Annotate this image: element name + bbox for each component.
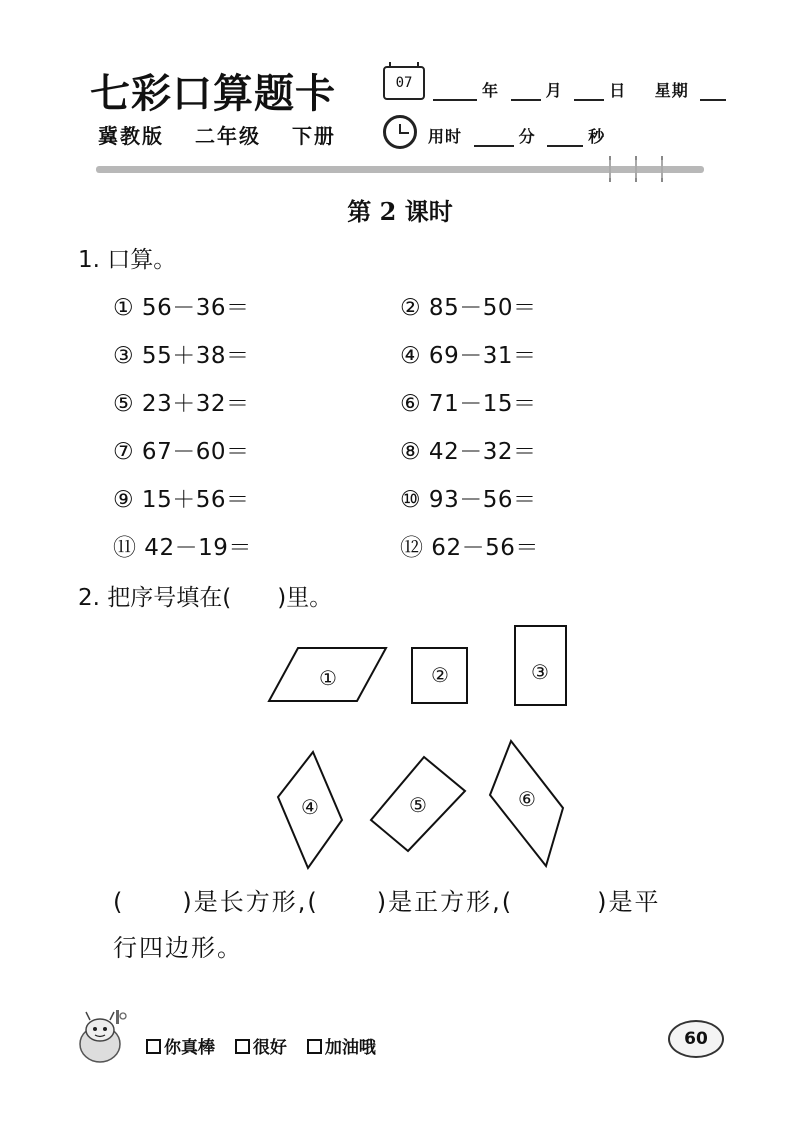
time-used-label: 用时 — [428, 127, 463, 146]
problem-2: ② 85－50＝ — [400, 295, 537, 321]
rating-great-label: 你真棒 — [164, 1038, 215, 1058]
shape-label-5: ⑤ — [409, 793, 427, 817]
rating-good-label: 很好 — [252, 1038, 287, 1058]
answer-sentence-line-2: 行四边形。 — [113, 934, 243, 962]
shape-label-1: ① — [319, 666, 337, 690]
month-label: 月 — [545, 81, 563, 100]
shape-label-2: ② — [431, 663, 449, 687]
answer-sentence — [113, 882, 660, 917]
calendar-icon: 07 — [383, 66, 425, 100]
problem-9: ⑨ 15＋56＝ — [113, 487, 250, 513]
lesson-title: 第 2 课时 — [347, 197, 453, 226]
seconds-label: 秒 — [588, 127, 606, 146]
edition-volume: 下册 — [291, 124, 336, 148]
checkbox-icon[interactable] — [235, 1039, 250, 1054]
shape-label-4: ④ — [301, 795, 319, 819]
day-label: 日 — [609, 81, 627, 100]
answer-open-paren: ( — [113, 888, 125, 916]
edition-grade: 二年级 — [194, 124, 261, 148]
problem-11: ⑪ 42－19＝ — [113, 535, 252, 561]
problem-10: ⑩ 93－56＝ — [400, 487, 537, 513]
problem-7: ⑦ 67－60＝ — [113, 439, 250, 465]
problem-6: ⑥ 71－15＝ — [400, 391, 537, 417]
answer-square-text: )是正方形,( — [376, 888, 514, 916]
rating-great[interactable] — [146, 1038, 215, 1058]
answer-rectangle-text: )是长方形,( — [182, 888, 319, 916]
problem-8: ⑧ 42－32＝ — [400, 439, 537, 465]
shape-label-3: ③ — [531, 660, 549, 684]
weekday-label: 星期 — [654, 81, 689, 100]
answer-parallelogram-text: )是平 — [597, 888, 661, 916]
rating-keep-going-label: 加油哦 — [324, 1038, 376, 1058]
rating-good[interactable] — [235, 1038, 287, 1058]
self-rating-options — [146, 1033, 390, 1058]
year-label: 年 — [482, 81, 500, 100]
minutes-label: 分 — [518, 127, 536, 146]
shape-label-6: ⑥ — [518, 787, 536, 811]
checkbox-icon[interactable] — [307, 1039, 322, 1054]
problem-5: ⑤ 23＋32＝ — [113, 391, 250, 417]
checkbox-icon[interactable] — [146, 1039, 161, 1054]
problem-4: ④ 69－31＝ — [400, 343, 537, 369]
mascot-image — [70, 1008, 136, 1068]
brand-title: 七彩口算题卡 — [90, 70, 336, 117]
question-2-heading: 2. 把序号填在( )里。 — [78, 585, 333, 611]
problem-12: ⑫ 62－56＝ — [400, 535, 539, 561]
problem-1: ① 56－36＝ — [113, 295, 250, 321]
question-1-heading: 1. 口算。 — [78, 247, 177, 273]
page-number: 60 — [668, 1020, 724, 1058]
edition-publisher: 冀教版 — [98, 124, 164, 148]
problem-3: ③ 55＋38＝ — [113, 343, 250, 369]
rating-keep-going[interactable] — [307, 1038, 376, 1058]
